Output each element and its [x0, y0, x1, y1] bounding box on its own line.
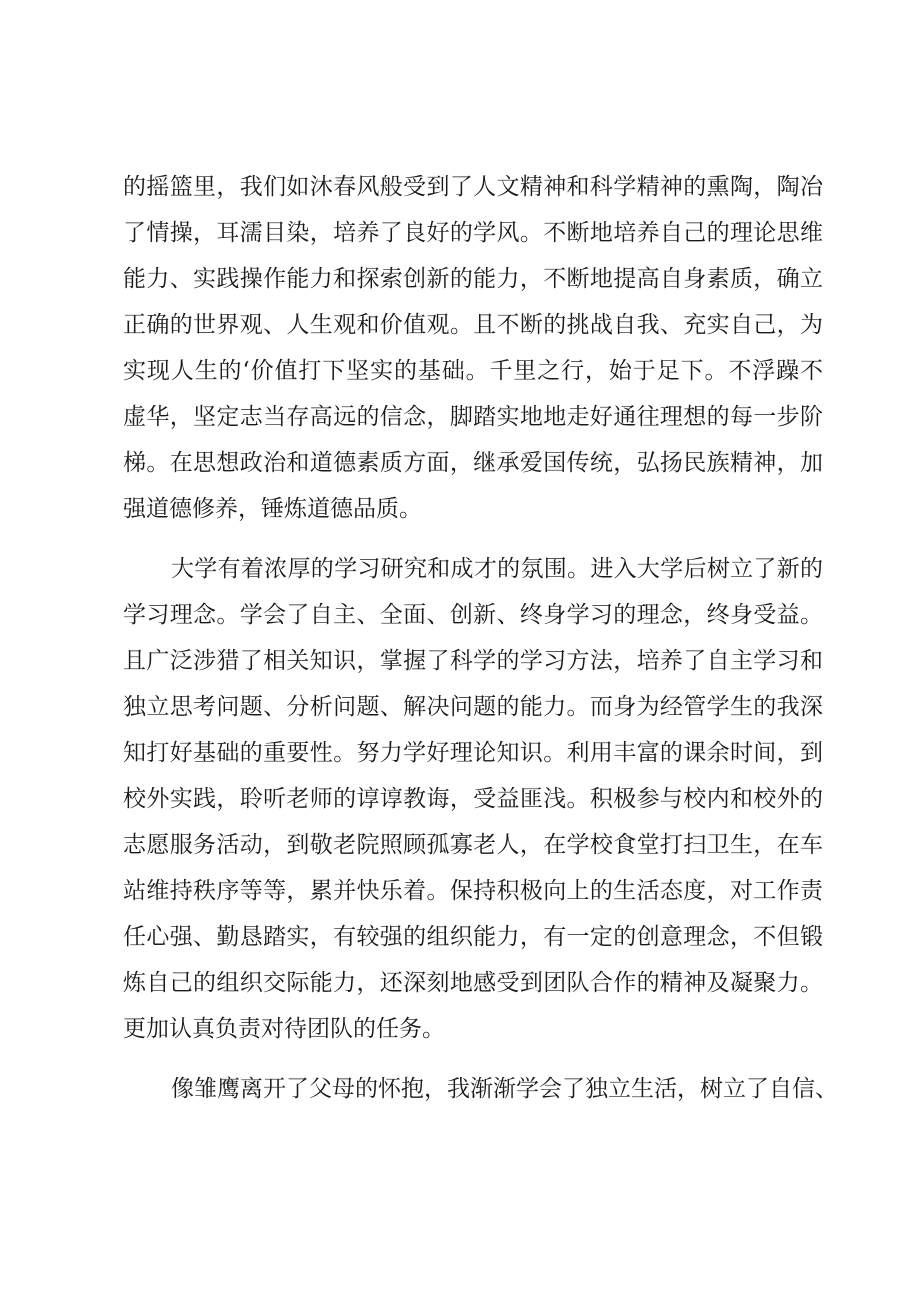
- text-line: 大学有着浓厚的学习研究和成才的氛围。进入大学后树立了新的: [171, 556, 823, 582]
- text-line: 梯。在思想政治和道德素质方面，继承爱国传统，弘扬民族精神，加: [123, 450, 823, 476]
- text-line: 能力、实践操作能力和探索创新的能力，不断地提高自身素质，确立: [123, 266, 823, 292]
- text-line: 虚华，坚定志当存高远的信念，脚踏实地地走好通往理想的每一步阶: [123, 404, 823, 430]
- text-line: 更加认真负责对待团队的任务。: [123, 1016, 445, 1042]
- text-line: 了情操，耳濡目染，培养了良好的学风。不断地培养自己的理论思维: [123, 220, 823, 246]
- text-line: 的摇篮里，我们如沐春风般受到了人文精神和科学精神的熏陶，陶冶: [123, 174, 823, 200]
- text-line: 校外实践，聆听老师的谆谆教诲，受益匪浅。积极参与校内和校外的: [123, 786, 823, 812]
- text-line: 像雏鹰离开了父母的怀抱，我渐渐学会了独立生活，树立了自信、: [171, 1076, 838, 1102]
- text-line: 学习理念。学会了自主、全面、创新、终身学习的理念，终身受益。: [123, 602, 823, 628]
- text-line: 实现人生的‘价值打下坚实的基础。千里之行，始于足下。不浮躁不: [123, 358, 823, 384]
- text-line: 志愿服务活动，到敬老院照顾孤寡老人，在学校食堂打扫卫生，在车: [123, 832, 823, 858]
- text-line: 正确的世界观、人生观和价值观。且不断的挑战自我、充实自己，为: [123, 312, 823, 338]
- text-line: 炼自己的组织交际能力，还深刻地感受到团队合作的精神及凝聚力。: [123, 970, 823, 996]
- text-line: 知打好基础的重要性。努力学好理论知识。利用丰富的课余时间，到: [123, 740, 823, 766]
- text-line: 站维持秩序等等，累并快乐着。保持积极向上的生活态度，对工作责: [123, 878, 823, 904]
- text-line: 且广泛涉猎了相关知识，掌握了科学的学习方法，培养了自主学习和: [123, 648, 823, 674]
- text-line: 任心强、勤恳踏实，有较强的组织能力，有一定的创意理念，不但锻: [123, 924, 823, 950]
- text-line: 强道德修养，锤炼道德品质。: [123, 496, 422, 522]
- text-line: 独立思考问题、分析问题、解决问题的能力。而身为经管学生的我深: [123, 694, 823, 720]
